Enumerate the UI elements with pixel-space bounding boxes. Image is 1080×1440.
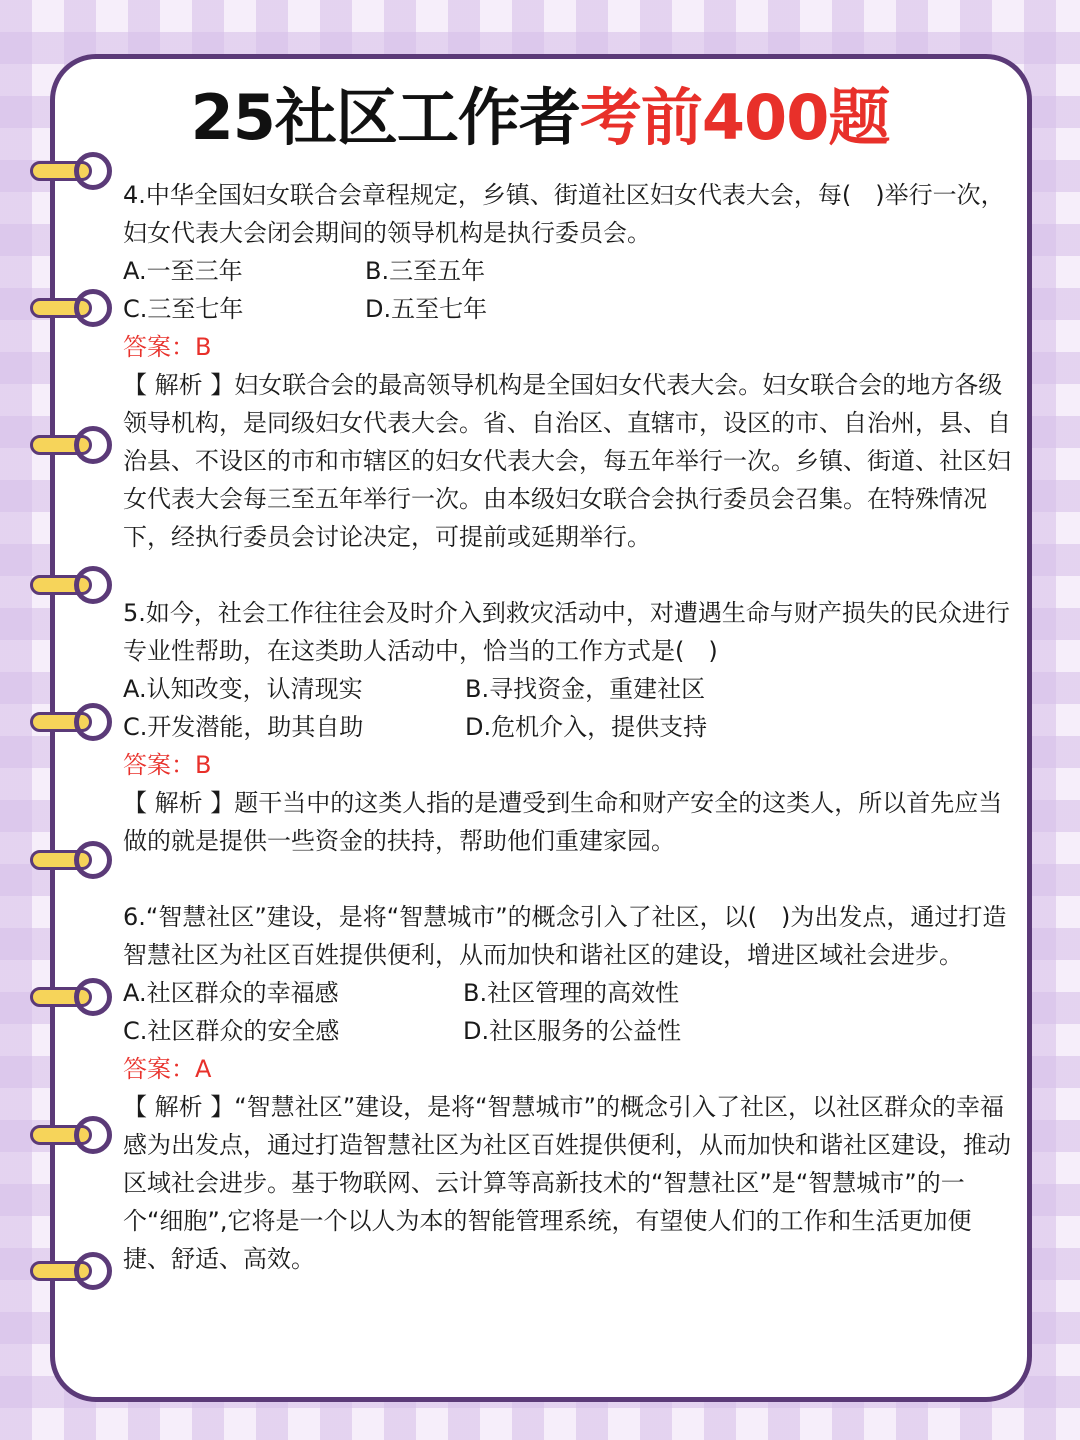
- options-row: [123, 290, 1013, 328]
- answer-line: 答案：A: [123, 1055, 212, 1083]
- option-b: B.社区管理的高效性: [463, 979, 680, 1007]
- question-block: [123, 176, 1013, 556]
- analysis-text: 【 解析 】“智慧社区”建设，是将“智慧城市”的概念引入了社区，以社区群众的幸福感为出发点，通过打造智慧社区为社区百姓提供便利，从而加快和谐社区建设，推动区域社会进步。基于物联网、云计算等高新技术的“智慧社区”是“智慧城市”的一个“细胞”,它将是一个以人为本的智能管理系统，有望使人们的工作和生活更加便捷、舒适、高效。: [123, 1093, 1011, 1273]
- answer-line: 答案：B: [123, 751, 212, 779]
- binder-ring: [24, 978, 112, 1018]
- title-main: 25社区工作者: [190, 81, 580, 154]
- question-block: [123, 898, 1013, 1278]
- question-block: [123, 594, 1013, 860]
- title-highlight: 考前400题: [579, 81, 890, 154]
- option-c: C.开发潜能，助其自助: [123, 713, 364, 741]
- options-row: [123, 708, 1013, 746]
- binder-ring: [24, 152, 112, 192]
- answer-line: 答案：B: [123, 333, 212, 361]
- binder-ring: [24, 703, 112, 743]
- options-row: [123, 1012, 1013, 1050]
- options-row: [123, 974, 1013, 1012]
- question-stem: 5.如今，社会工作往往会及时介入到救灾活动中，对遭遇生命与财产损失的民众进行专业性帮助，在这类助人活动中，恰当的工作方式是( ): [123, 599, 1010, 665]
- option-c: C.三至七年: [123, 295, 244, 323]
- binder-ring: [24, 1252, 112, 1292]
- page-title: [0, 78, 1080, 158]
- option-b: B.三至五年: [365, 257, 486, 285]
- analysis-text: 【 解析 】题干当中的这类人指的是遭受到生命和财产安全的这类人，所以首先应当做的就是提供一些资金的扶持，帮助他们重建家园。: [123, 789, 1003, 855]
- options-row: [123, 670, 1013, 708]
- binder-ring: [24, 289, 112, 329]
- options-row: [123, 252, 1013, 290]
- option-a: A.一至三年: [123, 257, 243, 285]
- option-d: D.危机介入，提供支持: [465, 713, 708, 741]
- option-d: D.五至七年: [365, 295, 488, 323]
- option-c: C.社区群众的安全感: [123, 1017, 340, 1045]
- option-b: B.寻找资金，重建社区: [465, 675, 706, 703]
- binder-ring: [24, 426, 112, 466]
- binder-ring: [24, 841, 112, 881]
- question-stem: 4.中华全国妇女联合会章程规定，乡镇、街道社区妇女代表大会，每( )举行一次，妇女代表大会闭会期间的领导机构是执行委员会。: [123, 181, 1005, 247]
- option-a: A.认知改变，认清现实: [123, 675, 363, 703]
- option-a: A.社区群众的幸福感: [123, 979, 339, 1007]
- option-d: D.社区服务的公益性: [463, 1017, 682, 1045]
- question-list: [123, 176, 1013, 1278]
- question-stem: 6.“智慧社区”建设，是将“智慧城市”的概念引入了社区，以( )为出发点，通过打造智慧社区为社区百姓提供便利，从而加快和谐社区的建设，增进区域社会进步。: [123, 903, 1007, 969]
- binder-ring: [24, 1116, 112, 1156]
- binder-ring: [24, 566, 112, 606]
- analysis-text: 【 解析 】妇女联合会的最高领导机构是全国妇女代表大会。妇女联合会的地方各级领导机构，是同级妇女代表大会。省、自治区、直辖市，设区的市、自治州，县、自治县、不设区的市和市辖区的妇女代表大会，每五年举行一次。乡镇、街道、社区妇女代表大会每三至五年举行一次。由本级妇女联合会执行委员会召集。在特殊情况下，经执行委员会讨论决定，可提前或延期举行。: [123, 371, 1011, 551]
